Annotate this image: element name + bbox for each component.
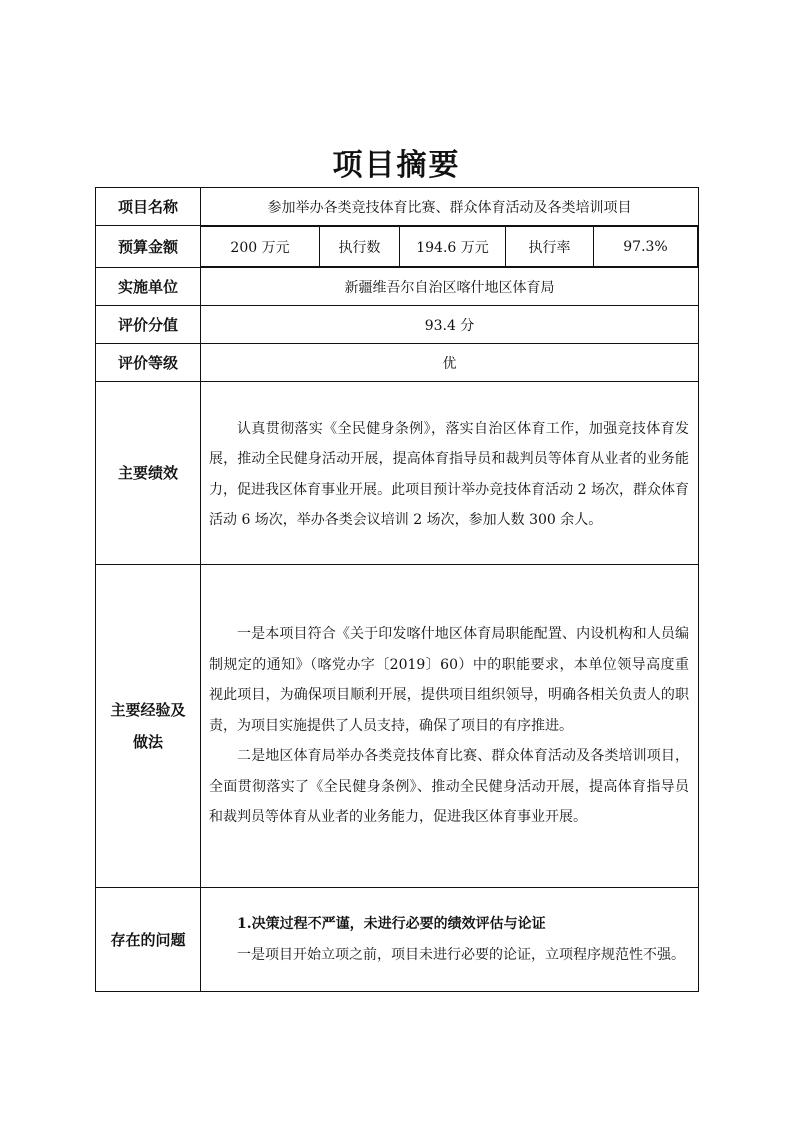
- executed-value: 194.6 万元: [400, 227, 506, 267]
- grade-value: 优: [201, 344, 699, 382]
- score-value: 93.4 分: [201, 306, 699, 344]
- project-name-value: 参加举办各类竞技体育比赛、群众体育活动及各类培训项目: [201, 188, 699, 226]
- issues-cell: [201, 888, 699, 992]
- rate-label: 执行率: [506, 227, 594, 267]
- table-row: [96, 188, 699, 226]
- unit-label: 实施单位: [96, 268, 201, 306]
- experience-label: [96, 565, 201, 888]
- budget-cell: [201, 226, 699, 268]
- performance-label: 主要绩效: [96, 382, 201, 565]
- executed-label: 执行数: [320, 227, 400, 267]
- performance-text: 认真贯彻落实《全民健身条例》，落实自治区体育工作，加强竞技体育发展，推动全民健身活动开展，提高体育指导员和裁判员等体育从业者的业务能力，促进我区体育事业开展。此项目预计举办竞技体育活动 2 场次，群众体育活动 6 场次，举办各类会议培训 2 场次，参加人数 300 余人。: [209, 420, 689, 528]
- budget-amount: 200 万元: [201, 227, 320, 267]
- rate-value: 97.3%: [594, 227, 698, 267]
- unit-value: 新疆维吾尔自治区喀什地区体育局: [201, 268, 699, 306]
- table-row: [96, 268, 699, 306]
- table-row: [96, 565, 699, 888]
- table-row: [96, 888, 699, 992]
- table-row: [96, 382, 699, 565]
- issues-label: 存在的问题: [96, 888, 201, 992]
- experience-para-1: 一是本项目符合《关于印发喀什地区体育局职能配置、内设机构和人员编制规定的通知》（喀党办字〔2019〕60）中的职能要求，本单位领导高度重视此项目，为确保项目顺利开展，提供项目组织领导，明确各相关负责人的职责，为项目实施提供了人员支持，确保了项目的有序推进。: [209, 626, 689, 734]
- table-row: [96, 344, 699, 382]
- issues-para-1: 一是项目开始立项之前，项目未进行必要的论证，立项程序规范性不强。: [237, 946, 685, 963]
- issues-heading: 1.决策过程不严谨，未进行必要的绩效评估与论证: [237, 916, 546, 932]
- performance-cell: [201, 382, 699, 565]
- project-name-label: 项目名称: [96, 188, 201, 226]
- summary-table: [95, 187, 699, 992]
- table-row: [96, 306, 699, 344]
- page-title: 项目摘要: [332, 148, 461, 183]
- experience-cell: [201, 565, 699, 888]
- experience-para-2: 二是地区体育局举办各类竞技体育比赛、群众体育活动及各类培训项目，全面贯彻落实了《全民健身条例》、推动全民健身活动开展，提高体育指导员和裁判员等体育从业者的业务能力，促进我区体育事业开展。: [209, 748, 689, 826]
- experience-label-line2: 做法: [132, 733, 163, 751]
- experience-label-line1: 主要经验及: [110, 701, 186, 719]
- grade-label: 评价等级: [96, 344, 201, 382]
- budget-label: 预算金额: [96, 226, 201, 268]
- budget-subtable: [201, 226, 698, 267]
- table-row: [96, 226, 699, 268]
- score-label: 评价分值: [96, 306, 201, 344]
